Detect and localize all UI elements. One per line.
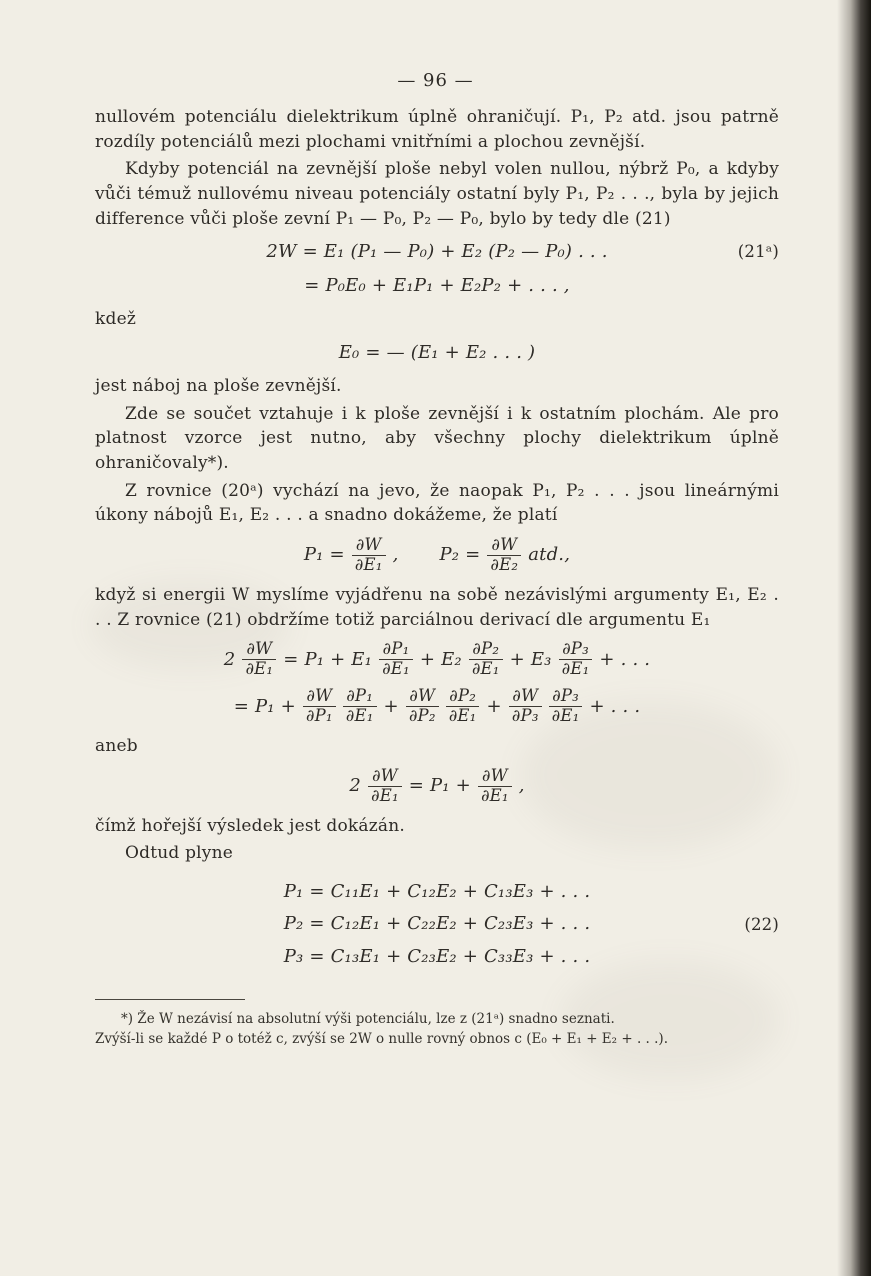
fraction [352,536,386,575]
equation-text: P₃ = C₁₃E₁ + C₂₃E₂ + C₃₃E₃ + . . . [283,945,591,967]
frac-denominator: ∂E₂ [487,555,521,575]
frac-numerator: ∂W [409,686,436,706]
frac-numerator: ∂W [246,639,273,659]
equation-text: + [486,695,502,717]
paragraph-7: čímž hořejší výsledek jest dokázán. [95,815,406,836]
fraction [368,767,402,806]
page-content [95,105,779,973]
equation-text: 2W = E₁ (P₁ — P₀) + E₂ (P₂ — P₀) . . . [266,241,608,263]
paragraph-5: Z rovnice (20ᵃ) vychází na jevo, že naopak P₁, P₂ . . . jsou lineárnými úkony nábojů E₁, E₂ . . . a snadno dokážeme, že platí [95,480,779,526]
book-binding-shadow [837,0,871,1276]
page-number: — 96 — [397,70,474,91]
equation-text: 2 [223,648,236,670]
frac-numerator: ∂W [512,686,539,706]
equation-21a-line1 [95,239,779,265]
frac-denominator: ∂E₁ [242,659,276,679]
fraction [559,640,593,679]
equation-text: E₀ = — (E₁ + E₂ . . . ) [338,342,536,364]
frac-numerator: ∂P₂ [449,686,477,706]
equation-text: = P₁ + [233,695,296,717]
equation-text: + [383,695,399,717]
frac-numerator: ∂P₃ [562,639,589,659]
footnote [95,999,779,1050]
frac-numerator: ∂P₁ [346,686,374,706]
equation-text: + . . . [599,648,651,670]
equation-text: P₁ = C₁₁E₁ + C₁₂E₂ + C₁₃E₃ + . . . [283,880,591,902]
equation-text: + E₂ [419,648,462,670]
fraction [242,640,276,679]
equation-text: + E₃ [509,648,552,670]
frac-numerator: ∂W [491,534,518,554]
frac-denominator: ∂E₁ [469,659,503,679]
frac-denominator: ∂E₁ [478,786,512,806]
equation-derivation-line3 [95,767,779,806]
equation-text: 2 [349,775,361,797]
footnote-line1: *) Že W nezávisí na absolutní výši potenciálu, lze z (21ᵃ) snadno seznati. [121,1011,615,1028]
fraction [406,687,439,726]
equation-text: , [518,775,525,797]
frac-denominator: ∂E₁ [368,786,402,806]
equation-text: P₂ = [439,544,481,566]
frac-numerator: ∂P₃ [552,686,579,706]
equation-e0 [95,340,779,366]
frac-denominator: ∂E₁ [446,706,480,726]
equation-21a [95,239,779,299]
paragraph-2: Kdyby potenciál na zevnější ploše nebyl volen nullou, nýbrž P₀, a kdyby vůči témuž nullovému niveau potenciály ostatní byly P₁, P₂ . . ., byla by jejich difference vůči ploše zevní P₁ — P₀, P₂ — P₀, bylo by tedy dle (21) [95,159,779,229]
word-aneb: aneb [95,736,138,757]
equation-text: , [392,544,399,566]
frac-numerator: ∂P₂ [472,639,500,659]
equation-derivation-line1 [95,640,779,679]
word-kdez: kdež [95,309,137,330]
paragraph-6: když si energii W myslíme vyjádřenu na sobě nezávislými argumenty E₁, E₂ . . . Z rovnice (21) obdržíme totiž parciálnou derivací dle argumentu E₁ [95,584,779,630]
equation-text: + . . . [589,695,641,717]
frac-denominator: ∂E₁ [559,659,593,679]
equation-text: atd., [528,544,571,566]
equation-text: = P₀E₀ + E₁P₁ + E₂P₂ + . . . , [304,275,570,297]
equation-tag-22: (22) [744,914,779,934]
fraction [487,536,521,575]
paragraph-3: jest náboj na ploše zevnější. [95,376,342,397]
paragraph-8: Odtud plyne [125,843,234,864]
paragraph-4: Zde se součet vztahuje i k ploše zevnější i k ostatním plochám. Ale pro platnost vzorce jest nutno, aby všechny plochy dielektrikum úplně ohraničovaly*). [95,403,779,474]
equation-derivation-line2 [95,687,779,726]
fraction [549,687,583,726]
equation-text: P₁ = [303,544,345,566]
equation-p-partials [95,536,779,575]
frac-denominator: ∂E₁ [379,659,413,679]
frac-denominator: ∂P₁ [303,706,336,726]
frac-denominator: ∂P₃ [509,706,542,726]
frac-numerator: ∂W [355,534,382,554]
frac-denominator: ∂E₁ [549,706,583,726]
fraction [379,640,413,679]
equation-22 [95,876,779,973]
equation-21a-line2 [95,273,779,299]
frac-denominator: ∂P₂ [406,706,439,726]
fraction [446,687,480,726]
fraction [303,687,336,726]
fraction [478,767,512,806]
fraction [469,640,503,679]
footnote-line2: Zvýší-li se každé P o totéž c, zvýší se 2W o nulle rovný obnos c (E₀ + E₁ + E₂ + . . .). [95,1031,668,1048]
equation-tag-21a: (21ᵃ) [737,242,779,262]
footnote-separator [95,999,245,1000]
paragraph-1: nullovém potenciálu dielektrikum úplně ohraničují. P₁, P₂ atd. jsou patrně rozdíly potenciálů mezi plochami vnitřními a plochou zevnější. [95,107,779,152]
equation-text: = P₁ + E₁ [283,648,373,670]
frac-denominator: ∂E₁ [343,706,377,726]
equation-text: P₂ = C₁₂E₁ + C₂₂E₂ + C₂₃E₃ + . . . [283,913,591,935]
frac-numerator: ∂W [371,765,398,785]
equation-22-lines [284,876,591,973]
fraction [343,687,377,726]
frac-numerator: ∂W [306,686,333,706]
frac-numerator: ∂P₁ [382,639,410,659]
fraction [509,687,542,726]
frac-numerator: ∂W [481,765,508,785]
equation-text: = P₁ + [408,775,471,797]
frac-denominator: ∂E₁ [352,555,386,575]
